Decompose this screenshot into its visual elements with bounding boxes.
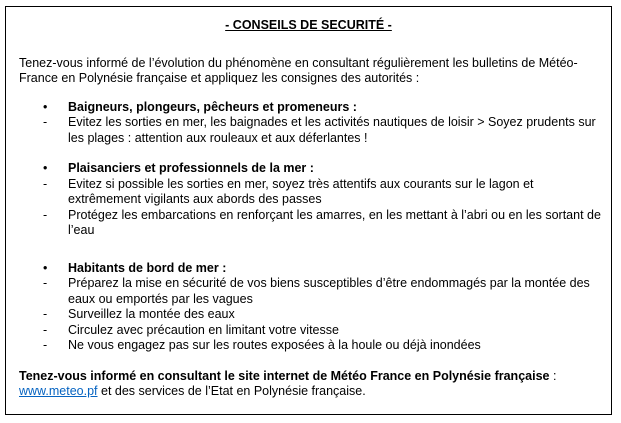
list-item-text: Evitez si possible les sorties en mer, soyez très attentifs aux courants sur le lagon et extrêmement vigilants aux abords des passes bbox=[68, 176, 534, 206]
dash-icon: - bbox=[43, 115, 48, 129]
list-item-text: Evitez les sorties en mer, les baignades et les activités nautiques de loisir > Soyez prudents sur les plages : attention aux rouleaux et aux déferlantes ! bbox=[68, 115, 596, 145]
dash-icon: - bbox=[43, 338, 48, 352]
section-boaters bbox=[6, 161, 611, 239]
footer-rest-text: et des services de l’Etat en Polynésie française. bbox=[97, 384, 366, 398]
section-heading: Plaisanciers et professionnels de la mer : bbox=[68, 161, 314, 175]
footer-colon: : bbox=[549, 368, 557, 383]
list-item bbox=[6, 115, 611, 146]
section-heading-row bbox=[6, 261, 611, 277]
section-heading-row bbox=[6, 161, 611, 177]
list-item bbox=[6, 338, 611, 354]
bullet-icon: • bbox=[43, 260, 48, 275]
list-item bbox=[6, 177, 611, 208]
bullet-icon: • bbox=[43, 99, 48, 114]
page-title: - CONSEILS DE SECURITÉ - bbox=[225, 18, 392, 32]
list-item-text: Ne vous engagez pas sur les routes exposées à la houle ou déjà inondées bbox=[68, 338, 481, 352]
list-item bbox=[6, 307, 611, 323]
section-residents bbox=[6, 261, 611, 354]
intro-paragraph: Tenez-vous informé de l’évolution du phénomène en consultant régulièrement les bulletins de Météo-France en Polynésie française et appliquez les consignes des autorités : bbox=[19, 55, 578, 85]
dash-icon: - bbox=[43, 176, 48, 191]
dash-icon: - bbox=[43, 207, 48, 222]
meteo-website-link[interactable]: www.meteo.pf bbox=[19, 384, 98, 398]
list-item bbox=[6, 276, 611, 307]
list-item bbox=[6, 323, 611, 339]
section-heading-row bbox=[6, 100, 611, 116]
dash-icon: - bbox=[43, 322, 48, 337]
list-item-text: Préparez la mise en sécurité de vos biens susceptibles d’être endommagés par la montée des eaux ou emportés par les vagues bbox=[68, 276, 590, 306]
section-swimmers bbox=[6, 100, 611, 147]
list-item-text: Circulez avec précaution en limitant votre vitesse bbox=[68, 322, 339, 337]
safety-advice-box bbox=[5, 6, 612, 415]
section-heading: Habitants de bord de mer : bbox=[68, 260, 227, 275]
list-item bbox=[6, 208, 611, 239]
list-item-text: Protégez les embarcations en renforçant les amarres, en les mettant à l’abri ou en les sortant de l’eau bbox=[68, 207, 601, 237]
footer-paragraph bbox=[19, 369, 601, 400]
bullet-icon: • bbox=[43, 161, 48, 175]
section-heading: Baigneurs, plongeurs, pêcheurs et promeneurs : bbox=[68, 99, 357, 114]
footer-bold-text: Tenez-vous informé en consultant le site internet de Météo France en Polynésie française bbox=[19, 368, 550, 383]
dash-icon: - bbox=[43, 276, 48, 290]
list-item-text: Surveillez la montée des eaux bbox=[68, 307, 235, 321]
dash-icon: - bbox=[43, 307, 48, 321]
